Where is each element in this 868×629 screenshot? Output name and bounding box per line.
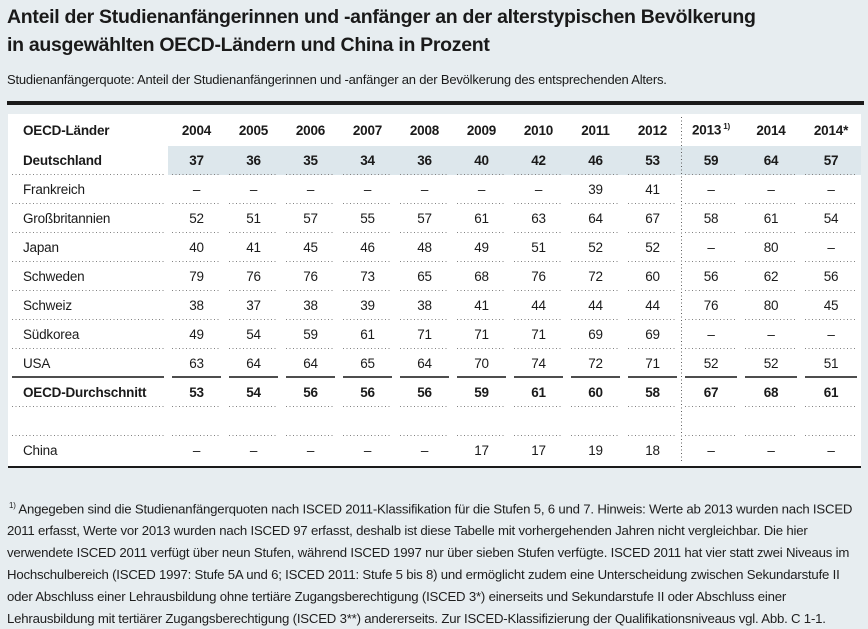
value-cell: 55 [339, 204, 396, 233]
value-cell: 17 [474, 443, 489, 458]
value-cell: 42 [510, 146, 567, 175]
value-cell: 19 [588, 443, 603, 458]
value-cell [741, 407, 801, 436]
value-cell: – [681, 320, 741, 349]
value-cell: – [801, 320, 861, 349]
table-row-oecd-durchschnitt [8, 378, 861, 407]
value-cell [624, 407, 681, 436]
value-cell: 53 [624, 146, 681, 175]
value-cell: 64 [741, 146, 801, 175]
value-cell [168, 407, 225, 436]
footnote-text: Angegeben sind die Studienanfängerquoten nach ISCED 2011-Klassifikation für die Stufen 5, 6 und 7. Hinweis: Werte ab 2013 wurden nach ISCED 2011 erfasst, Werte vor 2013 wurden nach ISCED 97 erfasst, deshalb ist diese Tabelle mit vorhergehenden Jahren nicht vergleichbar. Die hier verwendete ISCED 2011 verfügt über neun Stufen, während ISCED 1997 nur über sieben Stufen verfügte. ISCED 2011 hat vier statt zwei Niveaus im Hochschulbereich (ISCED 1997: Stufe 5A und 6; ISCED 2011: Stufe 5 bis 8) und ermöglicht zudem eine Unterscheidung zwischen Sekundarstufe II oder Abschluss einer Lehrausbildung ohne tertiäre Zugangsberechtigung (ISCED 3*) einerseits und Sekundarstufe II oder Abschluss einer Lehrausbildung mit tertiärer Zugangsberechtigung (ISCED 3**) andererseits. Zur ISCED-Klassifizierung der Qualifikationsniveaus vgl. Abb. C 1-1. [7, 501, 853, 626]
value-cell: 58 [681, 204, 741, 233]
country-label: Großbritannien [8, 204, 168, 233]
value-cell: 64 [567, 204, 624, 233]
value-cell: – [741, 175, 801, 204]
value-cell: 53 [168, 378, 225, 407]
value-cell: 52 [681, 349, 741, 378]
value-cell: 57 [282, 204, 339, 233]
value-cell: 35 [282, 146, 339, 175]
value-cell: 68 [741, 378, 801, 407]
value-cell: 38 [396, 291, 453, 320]
country-label: Schweden [8, 262, 168, 291]
table-row-deutschland [8, 146, 861, 175]
value-cell: 80 [741, 233, 801, 262]
value-cell: – [801, 233, 861, 262]
page-title-line1: Anteil der Studienanfängerinnen und -anfänger an der alterstypischen Bevölkerung [7, 6, 756, 28]
value-cell: – [681, 233, 741, 262]
value-cell [396, 407, 453, 436]
value-cell: 41 [225, 233, 282, 262]
value-cell [282, 407, 339, 436]
country-label: Japan [8, 233, 168, 262]
column-header-2004: 2004 [181, 122, 212, 138]
value-cell: 44 [624, 291, 681, 320]
value-cell [339, 407, 396, 436]
value-cell: 57 [801, 146, 861, 175]
value-cell: 61 [741, 204, 801, 233]
value-cell: 54 [801, 204, 861, 233]
value-cell: 54 [225, 378, 282, 407]
column-header-country: OECD-Länder [23, 122, 110, 138]
country-label: China [23, 443, 58, 458]
footnote [7, 495, 860, 629]
value-cell: 36 [225, 146, 282, 175]
value-cell: 18 [645, 443, 660, 458]
value-cell: 46 [567, 146, 624, 175]
column-header-2014: 2014* [813, 122, 849, 138]
table-panel [8, 114, 861, 468]
value-cell: 41 [453, 291, 510, 320]
value-cell: 64 [225, 349, 282, 378]
header-footnote-marker: 1) [723, 122, 731, 132]
value-cell: 40 [453, 146, 510, 175]
value-cell: 36 [396, 146, 453, 175]
value-cell: 54 [225, 320, 282, 349]
value-cell: 37 [168, 146, 225, 175]
value-cell: 41 [624, 175, 681, 204]
table-row-s-dkorea [8, 320, 861, 349]
value-cell: 56 [801, 262, 861, 291]
country-label [8, 407, 168, 436]
value-cell [801, 407, 861, 436]
value-cell [567, 407, 624, 436]
value-cell: 39 [339, 291, 396, 320]
value-cell: 38 [282, 291, 339, 320]
value-cell: – [510, 175, 567, 204]
value-cell: 56 [339, 378, 396, 407]
value-cell: 71 [510, 320, 567, 349]
footnote-marker: 1) [9, 501, 16, 511]
value-cell: – [453, 175, 510, 204]
value-cell: – [168, 175, 225, 204]
value-cell: 59 [282, 320, 339, 349]
table-row-spacer [8, 407, 861, 436]
value-cell: – [801, 175, 861, 204]
value-cell: – [249, 443, 258, 458]
table-row-japan [8, 233, 861, 262]
value-cell: 61 [453, 204, 510, 233]
value-cell: 69 [624, 320, 681, 349]
value-cell: 46 [339, 233, 396, 262]
page-title [7, 3, 756, 59]
table-row-schweden [8, 262, 861, 291]
value-cell: 67 [681, 378, 741, 407]
value-cell: 76 [510, 262, 567, 291]
value-cell: – [396, 175, 453, 204]
table-row-china [8, 436, 861, 465]
column-header-2006: 2006 [295, 122, 326, 138]
value-cell: 61 [339, 320, 396, 349]
value-cell: 68 [453, 262, 510, 291]
value-cell: 40 [168, 233, 225, 262]
value-cell: 73 [339, 262, 396, 291]
value-cell: – [681, 175, 741, 204]
page-title-line2: in ausgewählten OECD-Ländern und China in Prozent [7, 34, 490, 56]
column-header-2009: 2009 [466, 122, 497, 138]
value-cell: 17 [531, 443, 546, 458]
value-cell [453, 407, 510, 436]
value-cell: 56 [681, 262, 741, 291]
value-cell: 45 [282, 233, 339, 262]
country-label: USA [8, 349, 168, 378]
value-cell: – [306, 443, 315, 458]
value-cell: 52 [168, 204, 225, 233]
value-cell: 51 [801, 349, 861, 378]
value-cell: 63 [168, 349, 225, 378]
value-cell: – [707, 443, 715, 458]
value-cell: 59 [453, 378, 510, 407]
value-cell: 65 [396, 262, 453, 291]
value-cell: 76 [681, 291, 741, 320]
value-cell: 44 [510, 291, 567, 320]
value-cell: 56 [396, 378, 453, 407]
table-header-row [8, 114, 861, 146]
table-row-usa [8, 349, 861, 378]
isced-break-divider [681, 117, 682, 463]
value-cell: 76 [282, 262, 339, 291]
value-cell: 38 [168, 291, 225, 320]
value-cell: – [192, 443, 201, 458]
value-cell: 57 [396, 204, 453, 233]
value-cell [225, 407, 282, 436]
value-cell: 37 [225, 291, 282, 320]
value-cell: 61 [510, 378, 567, 407]
value-cell: 61 [801, 378, 861, 407]
value-cell: 60 [624, 262, 681, 291]
column-header-2005: 2005 [238, 122, 269, 138]
value-cell: 44 [567, 291, 624, 320]
value-cell: – [282, 175, 339, 204]
value-cell: 62 [741, 262, 801, 291]
column-header-2007: 2007 [352, 122, 383, 138]
value-cell: 49 [168, 320, 225, 349]
value-cell: 58 [624, 378, 681, 407]
value-cell: 69 [567, 320, 624, 349]
value-cell: 64 [396, 349, 453, 378]
value-cell: 34 [339, 146, 396, 175]
value-cell: 65 [339, 349, 396, 378]
value-cell: 76 [225, 262, 282, 291]
value-cell: – [339, 175, 396, 204]
value-cell: 63 [510, 204, 567, 233]
top-rule [7, 101, 864, 105]
value-cell: 48 [396, 233, 453, 262]
column-header-2012: 2012 [637, 122, 668, 138]
value-cell: 71 [453, 320, 510, 349]
value-cell: 52 [567, 233, 624, 262]
country-label: OECD-Durchschnitt [8, 378, 168, 407]
value-cell: 71 [396, 320, 453, 349]
column-header-2010: 2010 [523, 122, 554, 138]
value-cell: 72 [567, 262, 624, 291]
value-cell: 39 [567, 175, 624, 204]
value-cell: 51 [510, 233, 567, 262]
data-table [8, 114, 861, 465]
value-cell: – [741, 320, 801, 349]
value-cell: 80 [741, 291, 801, 320]
definition-note: Studienanfängerquote: Anteil der Studienanfängerinnen und -anfänger an der Bevölkerung des entsprechenden Alters. [7, 72, 667, 87]
value-cell [681, 407, 741, 436]
value-cell: 72 [567, 349, 624, 378]
country-label: Südkorea [8, 320, 168, 349]
value-cell: – [767, 443, 775, 458]
table-row-schweiz [8, 291, 861, 320]
value-cell: 59 [681, 146, 741, 175]
table-row-frankreich [8, 175, 861, 204]
value-cell: – [225, 175, 282, 204]
value-cell: 79 [168, 262, 225, 291]
value-cell: 52 [741, 349, 801, 378]
column-header-2013: 2013 $^{1)}$ [691, 122, 731, 138]
value-cell: – [420, 443, 429, 458]
value-cell: 49 [453, 233, 510, 262]
column-header-2008: 2008 [409, 122, 440, 138]
value-cell: 51 [225, 204, 282, 233]
country-label: Schweiz [8, 291, 168, 320]
value-cell: 67 [624, 204, 681, 233]
column-header-2014: 2014 [756, 122, 786, 138]
value-cell: 74 [510, 349, 567, 378]
value-cell: 70 [453, 349, 510, 378]
value-cell [510, 407, 567, 436]
column-header-2011: 2011 [581, 122, 610, 138]
value-cell: – [827, 443, 835, 458]
value-cell: 52 [624, 233, 681, 262]
value-cell: – [363, 443, 372, 458]
country-label: Deutschland [8, 146, 168, 175]
table-row-gro-britannien [8, 204, 861, 233]
country-label: Frankreich [8, 175, 168, 204]
value-cell: 60 [567, 378, 624, 407]
value-cell: 56 [282, 378, 339, 407]
value-cell: 45 [801, 291, 861, 320]
value-cell: 64 [282, 349, 339, 378]
value-cell: 71 [624, 349, 681, 378]
